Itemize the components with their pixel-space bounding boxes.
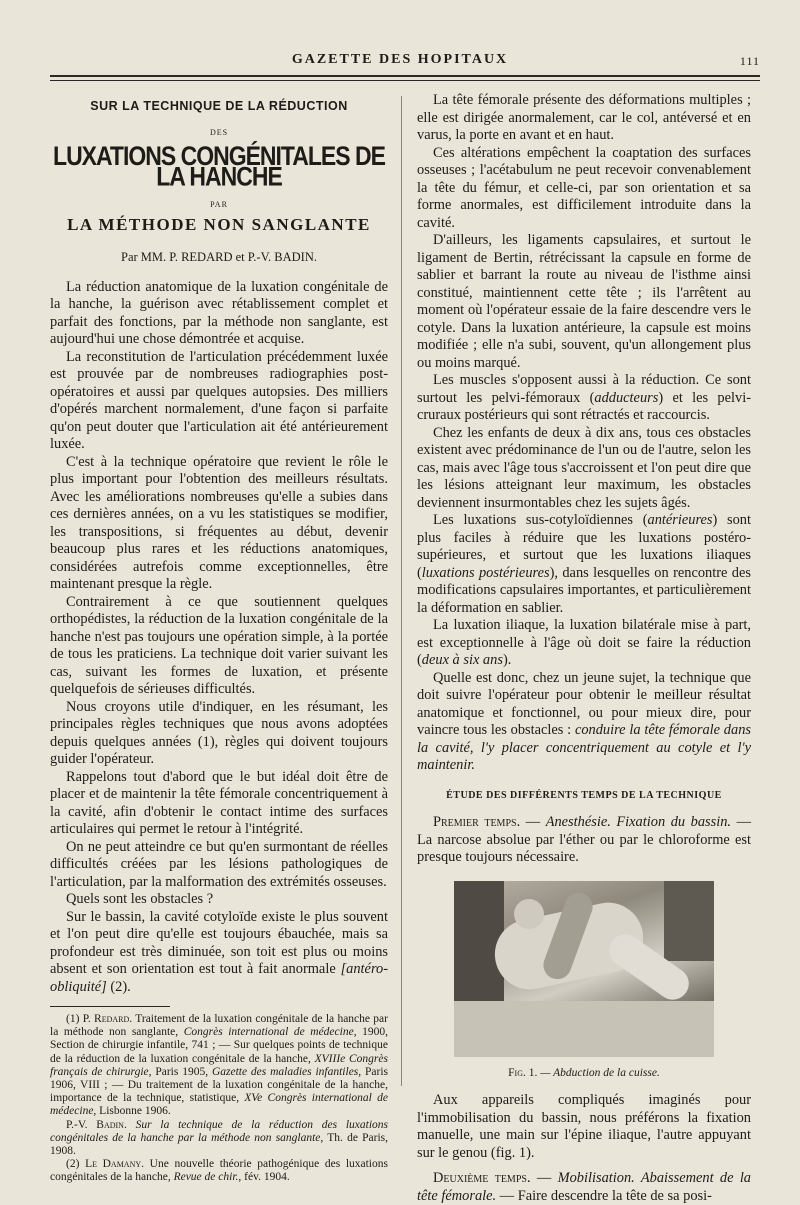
paragraph: On ne peut atteindre ce but qu'en surmontant de réelles difficultés créées par les lésions pathologiques de l'articulation, par la malformation des extrémités osseuses.	[50, 838, 388, 890]
header-rule-thick	[50, 75, 760, 77]
paragraph: C'est à la technique opératoire que revient le rôle le plus important pour l'obtention des meilleurs résultats. Avec les améliorations nombreuses qu'elle a subies dans ces dernières années, on a vu les statistiques se modifier, les transpositions, si fréquentes au début, devenir beaucoup plus rares et les réductions anatomiques, considérées autrefois comme exceptionnelles, être maintenant presque la règle.	[50, 453, 388, 592]
paragraph: Les muscles s'opposent aussi à la réduction. Ce sont surtout les pelvi-fémoraux (adducteurs) et les pelvi-cruraux postérieurs qui sont rétractés et raccourcis.	[417, 372, 751, 423]
article-authors: Par MM. P. REDARD et P.-V. BADIN.	[121, 250, 317, 264]
paragraph: Quelle est donc, chez un jeune sujet, la technique que doit suivre l'opérateur pour obtenir le meilleur résultat anatomique et fonctionnel, ou pour mieux dire, pour vaincre tous les obstacles : conduire la tête fémorale dans la cavité, l'y placer concentriquement au cotyle et l'y maintenir.	[417, 669, 751, 773]
paragraph: La reconstitution de l'articulation précédemment luxée est prouvée par de nombreuses radiographies post-opératoires et aussi par quelques autopsies. Des milliers d'opérés marchent normalement, d'une façon si parfaite qu'on peut douter que l'articulation ait été antérieurement luxée.	[50, 348, 388, 452]
paragraph: Ces altérations empêchent la coaptation des surfaces osseuses ; l'acétabulum ne peut recevoir convenablement la tête du fémur, et celle-ci, par son orientation et sa forme anormales, est difficilement introduite dans la cavité.	[417, 144, 751, 231]
paragraph: La luxation iliaque, la luxation bilatérale mise à part, est exceptionnelle à l'âge où doit se faire la réduction (deux à six ans).	[417, 617, 751, 668]
paragraph: Sur le bassin, la cavité cotyloïde existe le plus souvent et l'on peut dire qu'elle est toujours ébauchée, mais sa profondeur est très diminuée, son toit est plus ou moins absent et son orientation est tout à fait anormale [antéro-obliquité] (2).	[50, 908, 388, 995]
title-des: DES	[209, 127, 229, 137]
paragraph: Rappelons tout d'abord que le but idéal doit être de placer et de maintenir la tête fémorale concentriquement à la cavité, afin d'obtenir le contact intime des surfaces articulaires qui permet le retour à l'intégrité.	[50, 768, 388, 837]
figure-caption: Fig. 1. — Abduction de la cuisse.	[508, 1066, 660, 1079]
paragraph: La réduction anatomique de la luxation congénitale de la hanche, la guérison avec rétablissement complet et parfait des fonctions, par la méthode non sanglante, est aujourd'hui une chose démontrée et acquise.	[50, 278, 388, 347]
paragraph: Quels sont les obstacles ?	[66, 891, 214, 907]
paragraph-second-step: Deuxième temps. — Mobilisation. Abaissement de la tête fémorale. — Faire descendre la tête de sa posi-	[417, 1170, 752, 1204]
title-method: LA MÉTHODE NON SANGLANTE	[67, 214, 371, 234]
title-par: PAR	[210, 200, 228, 209]
footnote-2: (2) Le Damany. Une nouvelle théorie pathogénique des luxations congénitales de la hanche, Revue de chir., fév. 1904.	[50, 1158, 388, 1184]
paragraph: La tête fémorale présente des déformations multiples ; elle est dirigée anormalement, car le col, antéversé et en varus, la porte en avant et en haut.	[417, 92, 751, 143]
header-rule-thin	[50, 80, 760, 81]
footnotes	[50, 1013, 388, 1185]
paragraph: Les luxations sus-cotyloïdiennes (antérieures) sont plus faciles à réduire que les luxations postéro-supérieures, et surtout que les luxations iliaques (luxations postérieures), dans lesquelles on rencontre des modifications capsulaires importantes, et particulièrement la déformation en sablier.	[417, 512, 751, 616]
footnote-rule	[50, 1006, 170, 1007]
page-number: 111	[739, 54, 760, 68]
abduction-photo	[454, 881, 714, 1057]
left-column	[50, 92, 388, 1185]
article-main-title: LUXATIONS CONGÉNITALES DE LA HANCHE	[53, 140, 385, 191]
column-divider	[401, 96, 402, 1086]
footnote-1: (1) P. Redard. Traitement de la luxation congénitale de la hanche par la méthode non sanglante, Congrès international de médecine, 1900, Section de chirurgie infantile, 741 ; — Sur quelques points de technique de la réduction de la luxation congénitale de la hanche, XVIIIe Congrès français de chirurgie, Paris 1905, Gazette des maladies infantiles, Paris 1906, VIII ; — Du traitement de la luxation congénitale de la hanche, importance de la technique, statistique, XVe Congrès international de médecine, Lisbonne 1906.	[50, 1013, 389, 1118]
paragraph: D'ailleurs, les ligaments capsulaires, et surtout le ligament de Bertin, rétrécissant la capsule en forme de sablier et barrant la route au niveau de l'isthme ainsi constitué, maintiennent cette tête ; ils l'arrêtent au moment où l'opérateur essaie de la faire descendre vers le cotyle. Dans la luxation antérieure, la capsule est moins modifiée ; elle n'a subi, souvent, qu'un allongement plus ou moins marqué.	[417, 232, 751, 371]
paragraph: Aux appareils compliqués imaginés pour l'immobilisation du bassin, nous préférons la fixation manuelle, une main sur l'épine iliaque, l'autre appuyant sur le genou (fig. 1).	[417, 1092, 751, 1161]
paragraph: Chez les enfants de deux à dix ans, tous ces obstacles existent avec prédominance de l'un ou de l'autre, selon les cas, mais avec l'âge tous s'accroissent et l'on peut dire que les lésions atteignant leur maximum, les obstacles deviennent insurmontables chez les sujets âgés.	[417, 424, 751, 511]
paragraph-first-step: Premier temps. — Anesthésie. Fixation du bassin. — La narcose absolue par l'éther ou par le chloroforme est presque toujours nécessaire.	[417, 814, 751, 865]
right-column	[417, 92, 751, 1205]
paragraph: Nous croyons utile d'indiquer, en les résumant, les principales règles techniques que nous avons adoptées depuis quelques années (1), règles qui doivent toujours guider l'opérateur.	[50, 698, 388, 767]
title-line1: SUR LA TECHNIQUE DE LA RÉDUCTION	[90, 99, 348, 113]
section-heading: ÉTUDE DES DIFFÉRENTS TEMPS DE LA TECHNIQUE	[446, 789, 722, 801]
figure-1	[454, 881, 714, 1083]
paragraph: Contrairement à ce que soutiennent quelques orthopédistes, la réduction de la luxation congénitale de la hanche n'est pas toujours une opération simple, à la portée de tous les praticiens. La technique doit varier suivant les cas, suivant les formes de luxation, et présente quelquefois de sérieuses difficultés.	[50, 593, 388, 697]
footnote-1b: P.-V. Badin. Sur la technique de la réduction des luxations congénitales de la hanche par la méthode non sanglante, Th. de Paris, 1908.	[50, 1118, 389, 1158]
running-title: GAZETTE DES HOPITAUX	[291, 52, 509, 67]
article-title-block	[50, 98, 388, 267]
